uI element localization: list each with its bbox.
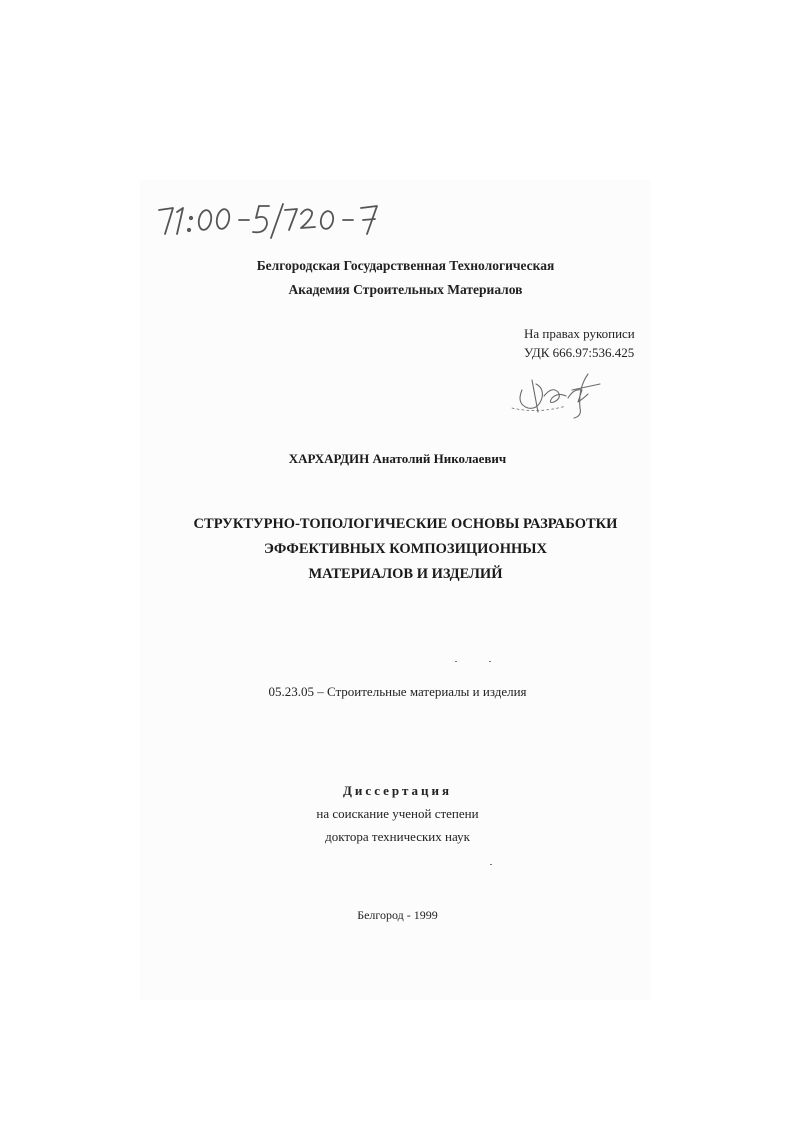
inventory-number <box>155 196 395 244</box>
degree-line-1: на соискание ученой степени <box>316 806 479 821</box>
document-type: Диссертация <box>342 783 453 798</box>
title-line-1: СТРУКТУРНО-ТОПОЛОГИЧЕСКИЕ ОСНОВЫ РАЗРАБОТКИ <box>193 516 618 532</box>
udk-code: УДК 666.97:536.425 <box>524 345 635 360</box>
signature <box>508 368 608 420</box>
signature-scribble <box>508 368 608 420</box>
page-sheet <box>140 180 650 1000</box>
degree-line-2: доктора технических наук <box>325 829 470 844</box>
institution-line-1: Белгородская Государственная Технологическая <box>256 258 555 273</box>
manuscript-rights: На правах рукописи <box>524 326 635 341</box>
institution-line-2: Академия Строительных Материалов <box>288 282 523 297</box>
scan-speck <box>490 864 492 865</box>
author-name: ХАРХАРДИН Анатолий Николаевич <box>288 451 507 466</box>
title-line-3: МАТЕРИАЛОВ И ИЗДЕЛИЙ <box>308 566 503 582</box>
title-line-2: ЭФФЕКТИВНЫХ КОМПОЗИЦИОННЫХ <box>264 541 547 557</box>
city-year: Белгород - 1999 <box>357 908 438 922</box>
scan-speck <box>455 661 457 662</box>
scan-speck <box>489 661 491 662</box>
specialty: 05.23.05 – Строительные материалы и изделия <box>268 684 527 699</box>
